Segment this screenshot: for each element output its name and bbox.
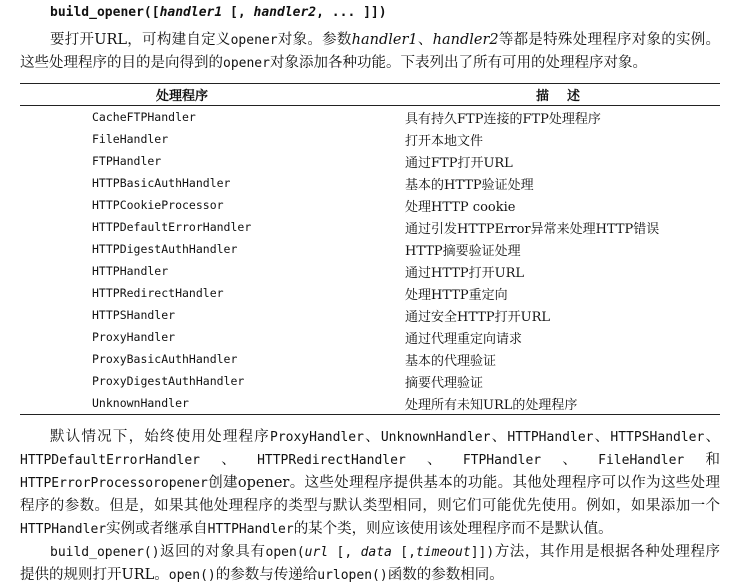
handler-name: HTTPRedirectHandler (92, 286, 224, 300)
table-row (20, 260, 720, 282)
handler-description: 通过FTP打开URL (405, 155, 513, 171)
p3-text-1: 返回的对象具有 (159, 544, 266, 560)
p2-code: HTTPHandler (507, 430, 594, 445)
table-row (20, 370, 720, 392)
handler-description: 通过引发HTTPError异常来处理HTTP错误 (405, 221, 660, 237)
handler-name: HTTPCookieProcessor (92, 198, 224, 212)
p2-code: HTTPErrorProcessoropener (20, 476, 208, 491)
default-handlers-paragraph (20, 426, 720, 541)
handler-description: 通过安全HTTP打开URL (405, 309, 551, 325)
p2-code: HTTPRedirectHandler (257, 453, 406, 468)
p2-text-4: 的某个类，则应该使用该处理程序而不是默认值。 (293, 521, 613, 537)
handler-description: 摘要代理验证 (405, 375, 484, 391)
table-row (20, 194, 720, 216)
intro-code-opener-2: opener (223, 56, 270, 71)
table-row (20, 172, 720, 194)
intro-text-4: 等都是特殊处理程序对象的实例。这些处理程序的目的是向得到的 (20, 32, 721, 71)
intro-text-5: 对象添加各种功能。下表列出了所有可用的处理程序对象。 (269, 55, 647, 71)
p3-text-2: 方法，其作用是根据各种处理程序提供的规则打开URL。 (20, 544, 721, 583)
handler-name: UnknownHandler (92, 396, 189, 410)
intro-text-2: 对象。参数 (277, 32, 352, 48)
p2-sep: 、 (541, 452, 599, 468)
handler-description: 具有持久FTP连接的FTP处理程序 (405, 111, 601, 127)
open-method-paragraph (20, 541, 720, 587)
handler-description: HTTP摘要验证处理 (405, 243, 521, 259)
p3-code: urlopen() (317, 568, 388, 583)
table-row (20, 326, 720, 348)
handler-name: ProxyDigestAuthHandler (92, 374, 245, 388)
handler-name: HTTPDigestAuthHandler (92, 242, 238, 256)
intro-arg-handler2: handler2 (432, 32, 499, 48)
p3-arg: timeout (415, 545, 471, 560)
p2-code: FileHandler (598, 453, 685, 468)
handler-description: 打开本地文件 (405, 133, 484, 149)
p3-text-3: 的参数与传递给 (215, 567, 318, 583)
p3-code: build_opener() (50, 545, 160, 560)
p2-sep: 、 (593, 429, 611, 445)
handlers-table (20, 83, 720, 415)
handler-name: HTTPHandler (92, 264, 169, 278)
p2-sep: 、 (405, 452, 463, 468)
table-row (20, 128, 720, 150)
table-row (20, 238, 720, 260)
function-signature (50, 5, 387, 20)
p3-code: [, (328, 545, 361, 560)
p3-code: open() (168, 568, 216, 583)
handler-name: FTPHandler (92, 154, 162, 168)
intro-paragraph (20, 29, 720, 75)
table-row (20, 392, 720, 415)
handler-description: 通过代理重定向请求 (405, 331, 523, 347)
p3-code: [, (391, 545, 416, 560)
p3-arg: data (360, 545, 392, 560)
handler-description: 基本的HTTP验证处理 (405, 177, 534, 193)
handler-description: 通过HTTP打开URL (405, 265, 525, 281)
p2-sep: 和 (684, 452, 721, 468)
p3-text-4: 函数的参数相同。 (387, 567, 504, 583)
p2-code: HTTPSHandler (610, 430, 705, 445)
handler-name: CacheFTPHandler (92, 110, 196, 124)
p3-arg: url (304, 545, 329, 560)
p2-code: HTTPHandler (207, 522, 294, 537)
intro-text-3: 、 (417, 32, 433, 48)
column-header-handler: 处理程序 (20, 84, 334, 106)
p2-code: FTPHandler (462, 453, 542, 468)
signature-tail: , ... ]]) (316, 5, 387, 20)
p2-code: HTTPDefaultErrorHandler (20, 453, 201, 468)
handler-description: 处理HTTP cookie (405, 199, 516, 215)
p2-text-2: 创建opener。这些处理程序提供基本的功能。其他处理程序可以作为这些处理程序的参数。但是，如果其他处理程序的类型与默认类型相同，则它们可能优先使用。例如，如果添加一个 (20, 475, 720, 514)
handler-name: FileHandler (92, 132, 169, 146)
p2-code: UnknownHandler (380, 430, 491, 445)
p2-sep: 、 (200, 452, 258, 468)
p2-text-3: 实例或者继承自 (106, 521, 208, 537)
handler-name: HTTPBasicAuthHandler (92, 176, 231, 190)
table-row (20, 282, 720, 304)
p3-code: ]]) (470, 545, 495, 560)
p2-sep: 、 (704, 429, 721, 445)
handler-description: 处理HTTP重定向 (405, 287, 508, 303)
table-header-row (20, 84, 720, 106)
handler-description: 基本的代理验证 (405, 353, 497, 369)
p2-sep: 、 (490, 429, 508, 445)
signature-func: build_opener([ (50, 5, 160, 20)
table-row (20, 304, 720, 326)
table-row (20, 216, 720, 238)
column-header-description: 描述 (334, 84, 720, 106)
handler-name: HTTPDefaultErrorHandler (92, 220, 252, 234)
table-row (20, 106, 720, 129)
table-row (20, 348, 720, 370)
handler-name: ProxyHandler (92, 330, 176, 344)
intro-arg-handler1: handler1 (351, 32, 418, 48)
handler-description: 处理所有未知URL的处理程序 (405, 397, 578, 413)
handler-name: HTTPSHandler (92, 308, 176, 322)
p2-code: ProxyHandler (270, 430, 364, 445)
p2-sep: 、 (363, 429, 381, 445)
p2-text-1: 默认情况下，始终使用处理程序 (50, 429, 270, 445)
intro-code-opener: opener (230, 33, 278, 48)
table-row (20, 150, 720, 172)
signature-arg2: handler2 (253, 5, 317, 20)
p3-code: open( (265, 545, 305, 560)
signature-arg1: handler1 (159, 5, 223, 20)
p2-code: HTTPHandler (20, 522, 107, 537)
handler-name: ProxyBasicAuthHandler (92, 352, 238, 366)
signature-mid: [, (222, 5, 254, 20)
intro-text-1: 要打开URL，可构建自定义 (50, 32, 231, 48)
